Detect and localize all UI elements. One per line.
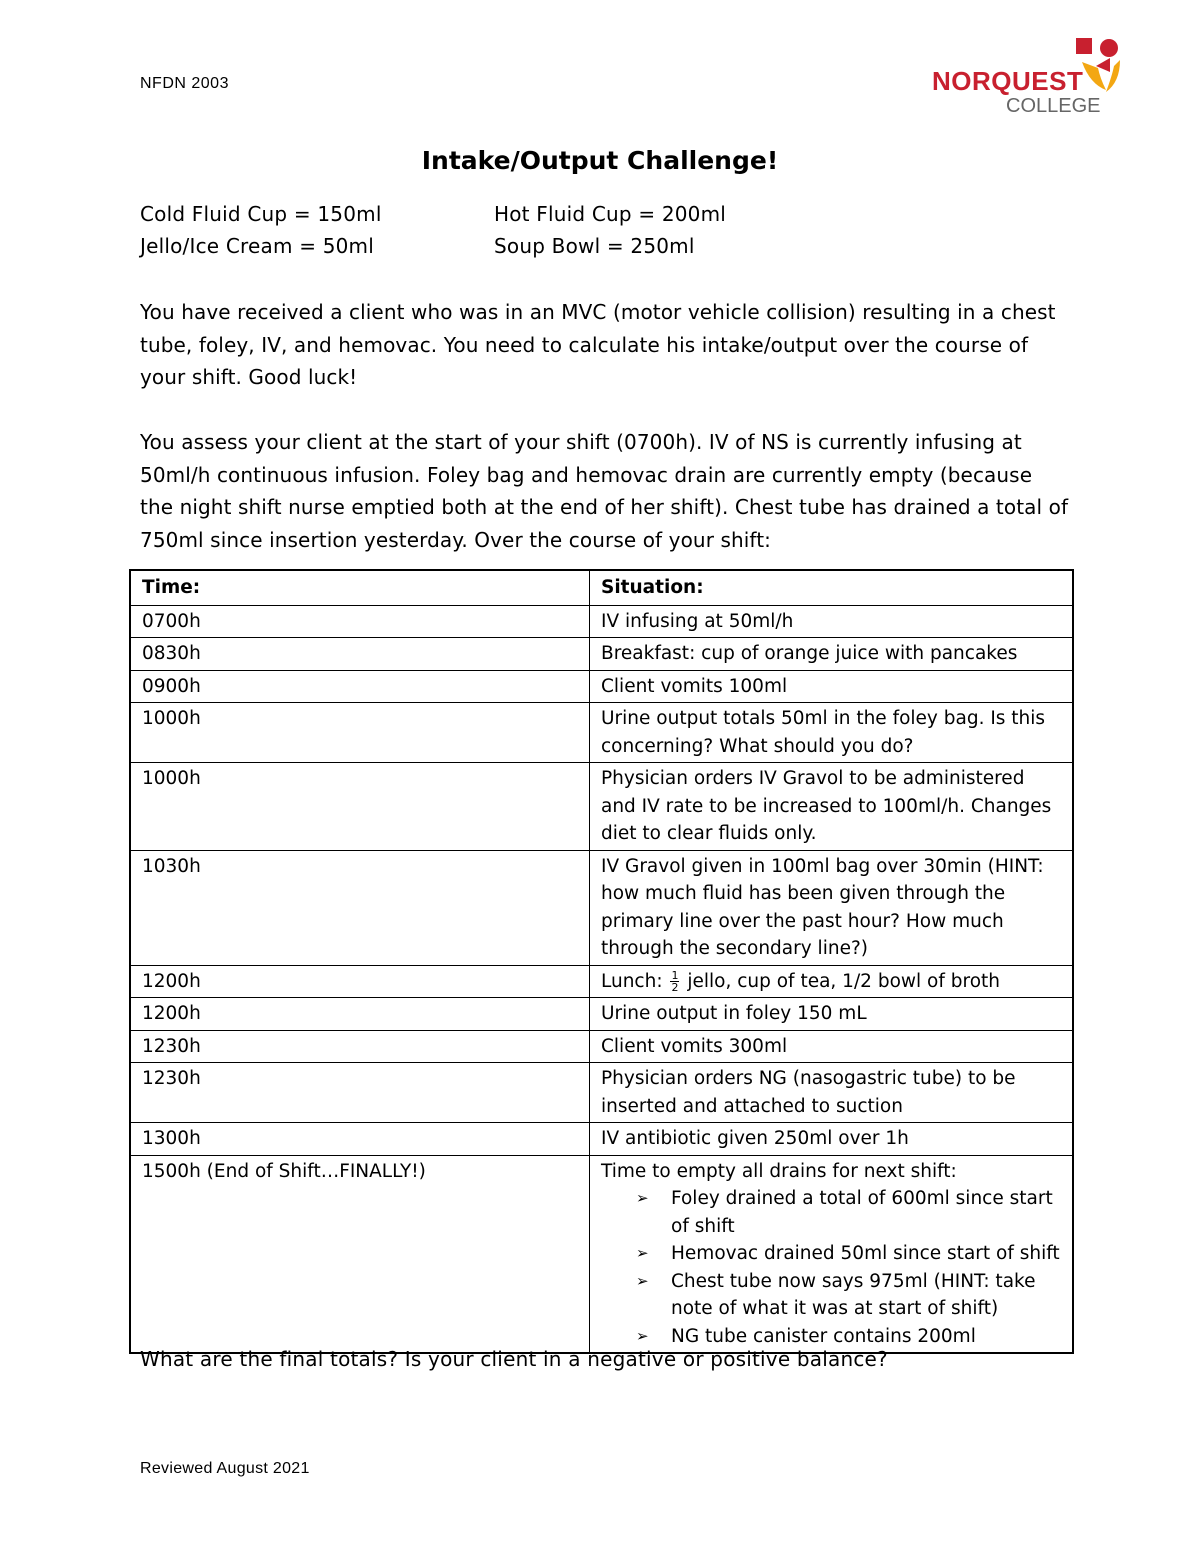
row-time: 0900h xyxy=(130,670,590,703)
list-item-text: Chest tube now says 975ml (HINT: take note of what it was at start of shift) xyxy=(671,1270,1036,1319)
drain-list xyxy=(601,1185,1062,1350)
list-item xyxy=(636,1185,1062,1240)
table-row xyxy=(130,763,1073,851)
table-row xyxy=(130,1123,1073,1156)
page-title: Intake/Output Challenge! xyxy=(421,146,779,175)
intake-output-table xyxy=(129,569,1074,1354)
table-row xyxy=(130,850,1073,965)
list-item-text: NG tube canister contains 200ml xyxy=(671,1325,976,1347)
table-row xyxy=(130,605,1073,638)
row-situation: Breakfast: cup of orange juice with pancakes xyxy=(590,638,1074,671)
row-time-final: 1500h (End of Shift…FINALLY!) xyxy=(130,1155,590,1353)
conversion-jello: Jello/Ice Cream = 50ml xyxy=(140,234,374,258)
arrow-bullet-icon: ➢ xyxy=(636,1326,649,1345)
row-situation: IV Gravol given in 100ml bag over 30min (HINT: how much fluid has been given through the primary line over the past hour? How much through the secondary line?) xyxy=(590,850,1074,965)
row-situation: IV antibiotic given 250ml over 1h xyxy=(590,1123,1074,1156)
conversion-soup: Soup Bowl = 250ml xyxy=(494,234,695,258)
footer-reviewed: Reviewed August 2021 xyxy=(140,1460,310,1477)
conversion-cold-fluid: Cold Fluid Cup = 150ml xyxy=(140,202,382,226)
fraction-numerator: 1 xyxy=(671,969,679,982)
row-time: 1200h xyxy=(130,965,590,998)
row-situation: IV infusing at 50ml/h xyxy=(590,605,1074,638)
list-item-text: Foley drained a total of 600ml since start of shift xyxy=(671,1188,1053,1237)
table-row xyxy=(130,638,1073,671)
table-row xyxy=(130,1030,1073,1063)
arrow-bullet-icon: ➢ xyxy=(636,1271,649,1290)
list-item-text: Hemovac drained 50ml since start of shift xyxy=(671,1243,1060,1264)
half-fraction xyxy=(670,970,679,993)
norquest-college-logo xyxy=(930,36,1130,120)
list-item xyxy=(636,1268,1062,1323)
row-time: 0830h xyxy=(130,638,590,671)
table-row xyxy=(130,1063,1073,1123)
list-item xyxy=(636,1323,1062,1351)
logo-square-mark xyxy=(1076,38,1092,54)
table-row xyxy=(130,703,1073,763)
logo-circle-mark xyxy=(1100,39,1118,57)
lunch-prefix: Lunch: xyxy=(601,970,669,992)
row-situation: Urine output totals 50ml in the foley bag. Is this concerning? What should you do? xyxy=(590,703,1074,763)
row-time: 1030h xyxy=(130,850,590,965)
row-time: 1300h xyxy=(130,1123,590,1156)
row-situation: Physician orders IV Gravol to be administered and IV rate to be increased to 100ml/h. Changes diet to clear fluids only. xyxy=(590,763,1074,851)
list-item xyxy=(636,1240,1062,1268)
table-row xyxy=(130,670,1073,703)
row-time: 1230h xyxy=(130,1030,590,1063)
header-time: Time: xyxy=(130,570,590,605)
table-header-row xyxy=(130,570,1073,605)
row-time: 1000h xyxy=(130,703,590,763)
header-situation: Situation: xyxy=(590,570,1074,605)
final-intro: Time to empty all drains for next shift: xyxy=(601,1160,957,1182)
row-situation: Physician orders NG (nasogastric tube) to be inserted and attached to suction xyxy=(590,1063,1074,1123)
logo-wordmark-norquest: NORQUEST xyxy=(932,66,1084,96)
final-question: What are the final totals? Is your client in a negative or positive balance? xyxy=(140,1347,888,1371)
table-row xyxy=(130,998,1073,1031)
row-situation: Client vomits 100ml xyxy=(590,670,1074,703)
row-situation-lunch xyxy=(590,965,1074,998)
arrow-bullet-icon: ➢ xyxy=(636,1244,649,1262)
arrow-bullet-icon: ➢ xyxy=(636,1189,649,1207)
conversion-hot-fluid: Hot Fluid Cup = 200ml xyxy=(494,202,727,226)
table-row xyxy=(130,965,1073,998)
fraction-denominator: 2 xyxy=(671,981,679,994)
logo-wordmark-college: COLLEGE xyxy=(1006,95,1101,117)
row-time: 0700h xyxy=(130,605,590,638)
row-time: 1200h xyxy=(130,998,590,1031)
row-time: 1000h xyxy=(130,763,590,851)
course-code: NFDN 2003 xyxy=(140,75,229,92)
intro-paragraph: You have received a client who was in an MVC (motor vehicle collision) resulting in a chest tube, foley, IV, and hemovac. You need to calculate his intake/output over the course of your shift. Good luck! xyxy=(140,300,1056,389)
row-situation-final xyxy=(590,1155,1074,1353)
row-time: 1230h xyxy=(130,1063,590,1123)
table-row-final xyxy=(130,1155,1073,1353)
lunch-suffix: jello, cup of tea, 1/2 bowl of broth xyxy=(681,970,1000,992)
row-situation: Urine output in foley 150 mL xyxy=(590,998,1074,1031)
norquest-logo-icon xyxy=(930,36,1130,120)
assessment-paragraph: You assess your client at the start of your shift (0700h). IV of NS is currently infusing at 50ml/h continuous infusion. Foley bag and hemovac drain are currently empty (because the night shift nurse emptied both at the end of her shift). Chest tube has drained a total of 750ml since insertion yesterday. Over the course of your shift: xyxy=(140,430,1069,552)
row-situation: Client vomits 300ml xyxy=(590,1030,1074,1063)
